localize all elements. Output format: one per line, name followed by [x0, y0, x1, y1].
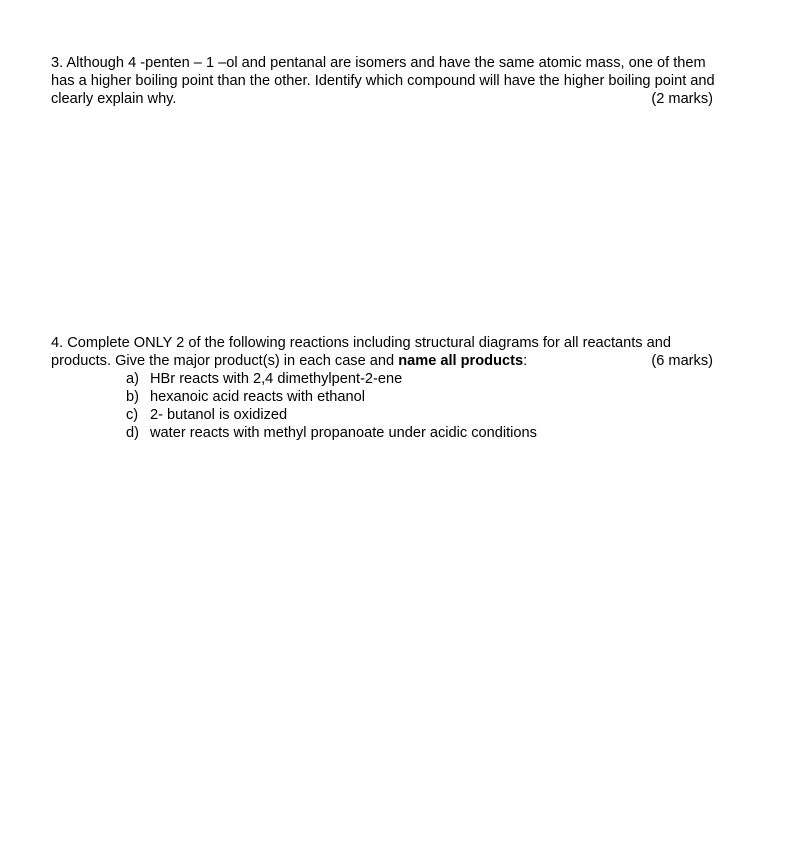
question-3-line-3: clearly explain why. [51, 91, 177, 107]
list-item [126, 370, 798, 388]
part-letter: b) [126, 389, 139, 405]
part-text: hexanoic acid reacts with ethanol [150, 389, 365, 405]
list-item [126, 406, 798, 424]
question-4-line-2-prefix: products. Give the major product(s) in each case and [51, 353, 399, 369]
question-4-parts-list [126, 370, 798, 442]
question-4 [51, 334, 751, 442]
part-text: water reacts with methyl propanoate under acidic conditions [150, 425, 537, 441]
question-3-last-line [51, 90, 751, 108]
list-item [126, 388, 798, 406]
question-3-line-1: 3. Although 4 -penten – 1 –ol and pentanal are isomers and have the same atomic mass, one of them [51, 55, 706, 71]
question-4-line-2-bold: name all products [398, 353, 524, 369]
question-4-line-2-suffix: : [523, 353, 528, 369]
question-4-marks: (6 marks) [651, 353, 713, 369]
list-item [126, 424, 798, 442]
part-text: HBr reacts with 2,4 dimethylpent-2-ene [150, 371, 403, 387]
part-text: 2- butanol is oxidized [150, 407, 288, 423]
question-3-marks: (2 marks) [651, 91, 713, 107]
question-3-line-2: has a higher boiling point than the other. Identify which compound will have the higher boiling point and [51, 73, 715, 89]
part-letter: c) [126, 407, 139, 423]
question-4-line-2 [51, 352, 751, 370]
part-letter: d) [126, 425, 139, 441]
question-4-line-1: 4. Complete ONLY 2 of the following reactions including structural diagrams for all reactants and [51, 335, 672, 351]
part-letter: a) [126, 371, 139, 387]
question-3 [51, 54, 751, 108]
